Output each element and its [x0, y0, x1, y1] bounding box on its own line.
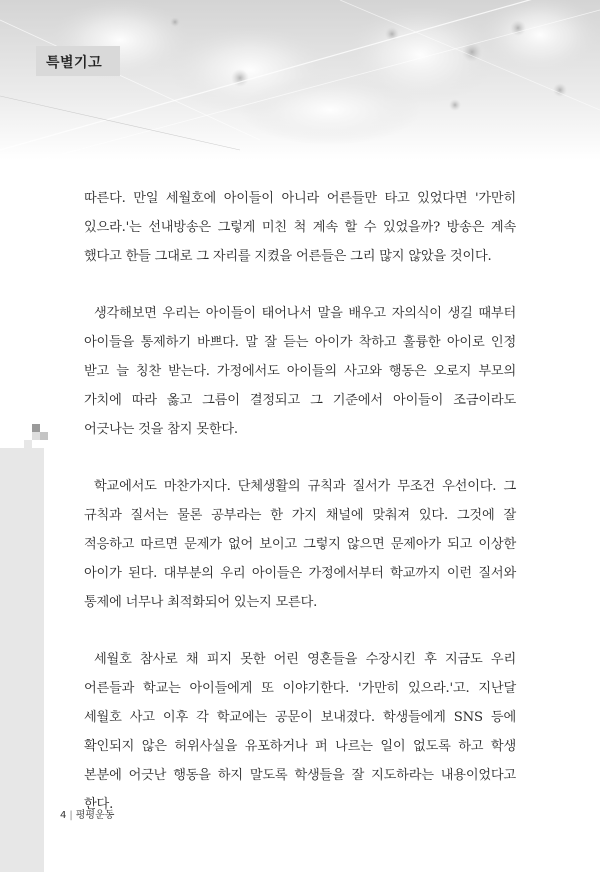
article-paragraph: 학교에서도 마찬가지다. 단체생활의 규칙과 질서가 무조건 우선이다. 그 규칙과 질서는 물론 공부라는 한 가지 채널에 맞춰져 있다. 그것에 잘 적응하고 따르면 문제가 없어 보이고 그렇지 않으면 문제아가 되고 이상한 아이가 된다. 대부분의 우리 아이들은 가정에서부터 학교까지 이런 질서와 통제에 너무나 최적화되어 있는지 모른다. — [84, 479, 516, 610]
left-margin-bar — [0, 448, 44, 872]
article-paragraph: 생각해보면 우리는 아이들이 태어나서 말을 배우고 자의식이 생길 때부터 아이들을 통제하기 바쁘다. 말 잘 듣는 아이가 착하고 훌륭한 아이로 인정 받고 늘 칭찬 받는다. 가정에서도 아이들의 사고와 행동은 오로지 부모의 가치에 따라 옳고 그름이 결정되고 그 기준에서 아이들이 조금이라도 어긋나는 것을 참지 못한다. — [84, 306, 516, 437]
publication-name: 평평운동 — [75, 810, 115, 821]
article-paragraph: 세월호 참사로 채 피지 못한 어린 영혼들을 수장시킨 후 지금도 우리 어른들과 학교는 아이들에게 또 이야기한다. '가만히 있으라.'고. 지난달 세월호 사고 이후 각 학교에는 공문이 보내졌다. 학생들에게 SNS 등에 확인되지 않은 허위사실을 유포하거나 퍼 나르는 일이 없도록 하고 학생 본분에 어긋난 행동을 하지 말도록 학생들을 잘 지도하라는 내용이었다고 한다. — [84, 652, 516, 812]
page-number: 4 — [60, 810, 67, 821]
article-body — [84, 184, 516, 847]
page-footer — [60, 806, 114, 821]
header-decoration — [0, 0, 600, 160]
section-label: 특별기고 — [46, 55, 103, 71]
footer-separator: | — [69, 810, 73, 821]
article-paragraph: 따른다. 만일 세월호에 아이들이 아니라 어른들만 타고 있었다면 '가만히 있으라.'는 선내방송은 그렇게 미친 척 계속 할 수 있었을까? 방송은 계속 했다고 한들 그대로 그 자리를 지켰을 어른들은 그리 많지 않았을 것이다. — [84, 191, 516, 264]
